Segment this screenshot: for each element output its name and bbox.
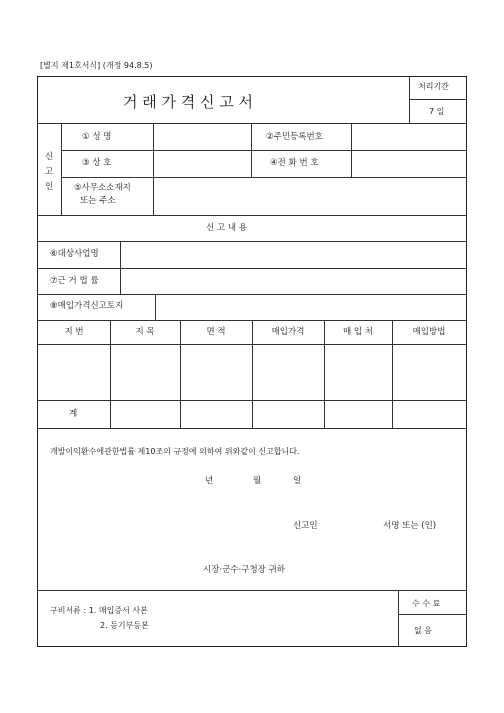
legal-basis-label: ⑦근 거 법 률 [50,276,99,286]
date-month: 월 [253,476,262,486]
rule-8 [38,590,466,591]
name-field[interactable] [154,124,250,149]
column-seller: 매 입 처 [342,327,374,337]
fee-label: 수 수 료 [412,599,441,608]
phone-field[interactable] [352,151,465,176]
cell-lot-number[interactable] [39,345,109,399]
date-day: 일 [293,476,302,486]
fee-value: 없 음 [414,626,432,635]
required-documents-line1: 구비서류 : 1. 매입증서 사본 [50,606,148,615]
column-area: 면 적 [206,327,226,337]
form-title: 거 래 가 격 신 고 서 [123,93,254,111]
cell-area[interactable] [181,345,251,399]
processing-value: 7 일 [429,107,445,116]
id-number-field[interactable] [352,124,465,149]
column-purchase-method: 매입방법 [412,327,446,337]
target-business-label: ⑥대상사업명 [50,249,99,259]
processing-label: 처리기간 [418,82,449,91]
rule-7 [38,428,466,429]
form-header-note: [별지 제1호서식] (개정 94.8.5) [40,61,153,70]
price-report-field[interactable] [156,295,465,319]
declaration-statement: 개발이익환수에관한법률 제10조의 규정에 의하여 위와같이 신고합니다. [50,447,300,456]
cell-purchase-method[interactable] [393,345,465,399]
price-report-label: ⑧매입가격신고토지 [50,301,124,311]
address-label-line2: 또는 주소 [80,196,116,206]
rule-2 [38,215,466,216]
date-year: 년 [205,476,214,486]
phone-label: ④전 화 번 호 [270,158,319,168]
column-lot-number: 지 번 [64,327,84,337]
target-business-field[interactable] [121,242,465,267]
address-label: ⑤사무소소재지 [74,183,131,193]
cell-land-category[interactable] [111,345,179,399]
business-name-field[interactable] [154,151,250,176]
reporter-section-label: 신 고 인 [45,152,54,192]
required-documents-line2: 2. 등기부등본 [100,621,149,630]
column-land-category: 지 목 [135,327,155,337]
cell-seller[interactable] [325,345,391,399]
addressee: 시장·군수·구청장 귀하 [203,565,286,575]
total-label: 계 [69,409,78,419]
reporter-section-divider [61,123,62,215]
name-label: ① 성 명 [82,132,112,142]
signature-reporter-label: 신고인 [293,521,318,531]
processing-divider [409,99,466,100]
table-total-rule [38,400,466,401]
id-number-label: ②주민등록번호 [266,132,323,142]
signature-seal-label: 서명 또는 (인) [383,521,437,531]
address-field[interactable] [154,178,465,214]
fee-divider [398,590,399,646]
cell-purchase-price[interactable] [253,345,323,399]
business-name-label: ③ 상 호 [82,158,112,168]
legal-basis-field[interactable] [121,269,465,293]
fee-rule [398,614,466,615]
content-header: 신 고 내 용 [206,223,247,233]
column-purchase-price: 매입가격 [271,327,305,337]
